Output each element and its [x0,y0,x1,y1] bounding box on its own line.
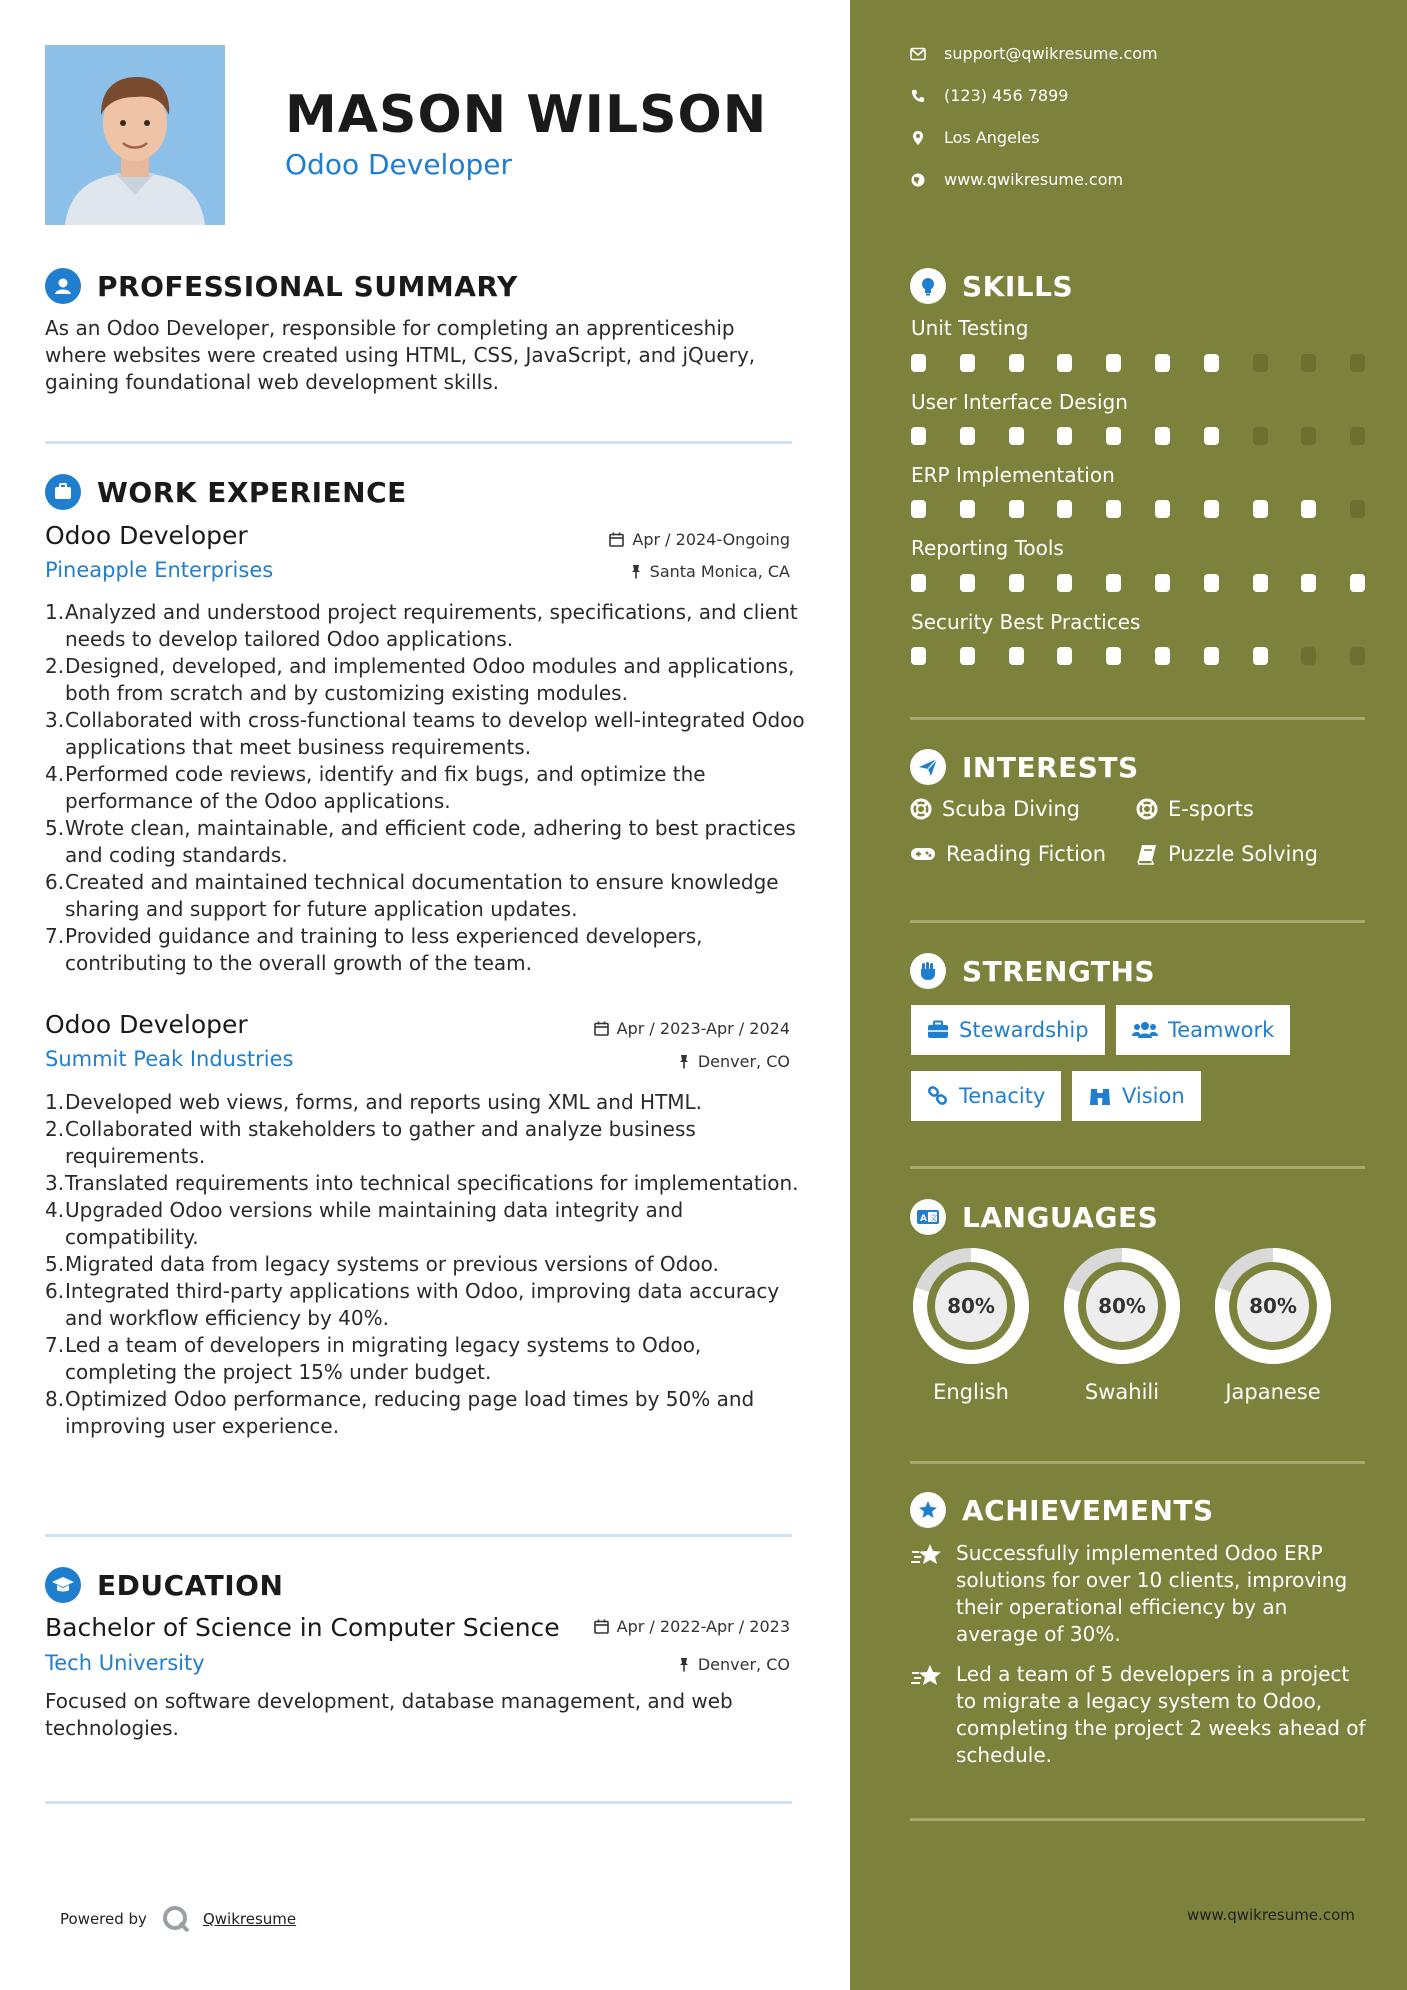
education-location-text: Denver, CO [697,1655,790,1674]
skill-rating [911,647,1361,665]
list-item: 7. Provided guidance and training to less experienced developers, contributing to the overall growth of the team. [45,924,703,975]
list-item: 2. Collaborated with stakeholders to gather and analyze business requirements. [45,1117,696,1168]
skill-dot [1301,354,1316,372]
job-location [678,1052,790,1071]
skills-title: SKILLS [962,269,1074,303]
strengths-title: STRENGTHS [962,954,1156,988]
list-item: 8. Optimized Odoo performance, reducing page load times by 50% and improving user experience. [45,1387,755,1438]
user-icon [45,268,81,304]
interests-header [910,749,1139,785]
skill-dot [1301,647,1316,665]
languages-title: LANGUAGES [962,1200,1159,1234]
skill-dot [1057,574,1072,592]
skill-dot [1253,427,1268,445]
graduation-cap-icon [45,1567,81,1603]
interest-item [1136,797,1254,821]
achievements-title: ACHIEVEMENTS [962,1493,1214,1527]
gamepad-icon [910,845,936,863]
contact-email-text: support@qwikresume.com [944,44,1158,63]
strengths-header [910,953,1155,989]
skill-name: ERP Implementation [911,463,1115,487]
book-icon [1136,843,1158,865]
skill-dot [1350,500,1365,518]
strength-tag [911,1005,1105,1055]
lightbulb-icon [910,268,946,304]
skill-dot [1009,647,1024,665]
star-icon [910,1542,944,1570]
skill-dot [1301,500,1316,518]
skill-name: User Interface Design [911,390,1128,414]
degree: Bachelor of Science in Computer Science [45,1613,560,1642]
skill-dot [1204,574,1219,592]
pin-icon [630,564,642,579]
strength-tag [1116,1005,1290,1055]
qwikresume-logo-icon [161,1904,191,1934]
list-item: 7. Led a team of developers in migrating legacy systems to Odoo, completing the project 15% under budget. [45,1333,702,1384]
candidate-role: Odoo Developer [285,148,512,181]
skill-dot [1106,647,1121,665]
language-name: Swahili [1084,1380,1160,1404]
language-gauge [910,1245,1032,1367]
skill-dot [1009,427,1024,445]
job-location [630,562,790,581]
skill-dot [1301,427,1316,445]
language-percent: 80% [947,1294,995,1318]
education-text: Focused on software development, database management, and web technologies. [45,1689,733,1740]
summary-text: As an Odoo Developer, responsible for completing an apprenticeship where websites were created using HTML, CSS, JavaScript, and jQuery, gaining foundational web development skills. [45,316,756,394]
svg-text:A: A [920,1214,927,1224]
contact-location [910,128,1040,147]
profile-photo [45,45,225,225]
job-date-text: Apr / 2023-Apr / 2024 [616,1019,790,1038]
skill-name: Reporting Tools [911,536,1064,560]
achievement-item [910,1540,1370,1648]
education-date-text: Apr / 2022-Apr / 2023 [616,1617,790,1636]
skill-dot [1106,427,1121,445]
interest-label: Scuba Diving [942,797,1080,821]
contact-website-text: www.qwikresume.com [944,170,1124,189]
language-percent: 80% [1249,1294,1297,1318]
skill-dot [1155,427,1170,445]
education-title: EDUCATION [97,1568,284,1602]
divider [910,717,1365,720]
job-location-text: Santa Monica, CA [649,562,790,581]
pin-icon [678,1657,690,1672]
powered-by-label: Powered by [60,1910,147,1928]
skills-header [910,268,1073,304]
skill-dot [960,647,975,665]
contact-location-text: Los Angeles [944,128,1040,147]
language-name: Japanese [1225,1380,1321,1404]
strength-label: Vision [1122,1084,1185,1108]
skill-dot [1057,647,1072,665]
interest-item [910,797,1080,821]
job-location-text: Denver, CO [697,1052,790,1071]
list-item: 6. Integrated third-party applications with Odoo, improving data accuracy and workflow efficiency by 40%. [45,1279,780,1330]
achievement-text: Led a team of 5 developers in a project to migrate a legacy system to Odoo, completing the project 2 weeks ahead of schedule. [956,1662,1366,1767]
list-item: 2. Designed, developed, and implemented Odoo modules and applications, both from scratch and by customizing existing modules. [45,654,795,705]
calendar-icon [609,532,624,547]
skill-dot [1301,574,1316,592]
envelope-icon [910,47,926,61]
divider [910,920,1365,923]
skill-dot [960,500,975,518]
fist-icon [910,953,946,989]
strength-tag [911,1071,1061,1121]
paper-plane-icon [910,749,946,785]
lifebuoy-icon [910,798,932,820]
skill-dot [1155,354,1170,372]
phone-icon [910,89,926,103]
achievement-item [910,1661,1370,1769]
skill-name: Security Best Practices [911,610,1141,634]
powered-by [60,1904,296,1934]
users-icon [1132,1020,1158,1040]
achievement-text: Successfully implemented Odoo ERP solutions for over 10 clients, improving their operational efficiency by an average of 30%. [956,1541,1348,1646]
candidate-name: MASON WILSON [285,85,768,145]
map-marker-icon [910,130,926,146]
list-item: 5. Migrated data from legacy systems or previous versions of Odoo. [45,1252,719,1276]
job-title: Odoo Developer [45,1010,248,1039]
list-item: 1. Analyzed and understood project requirements, specifications, and client needs to develop tailored Odoo applications. [45,600,798,651]
education-header [45,1567,283,1603]
strength-label: Stewardship [959,1018,1089,1042]
achievements-header [910,1492,1214,1528]
experience-title: WORK EXPERIENCE [97,475,407,509]
svg-text:文: 文 [929,1213,938,1223]
footer-website[interactable]: www.qwikresume.com [1187,1906,1355,1924]
strength-label: Teamwork [1168,1018,1275,1042]
calendar-icon [594,1619,609,1634]
pin-icon [678,1054,690,1069]
languages-header [910,1199,1158,1235]
skill-dot [1057,500,1072,518]
skill-dot [1057,427,1072,445]
list-item: 3. Translated requirements into technical specifications for implementation. [45,1171,799,1195]
school: Tech University [45,1651,205,1675]
skill-dot [1253,647,1268,665]
list-item: 4. Performed code reviews, identify and fix bugs, and optimize the performance of the Odoo applications. [45,762,706,813]
skill-dot [911,574,926,592]
job-date [609,530,790,549]
divider [45,441,792,444]
skill-dot [1350,647,1365,665]
skill-dot [1350,427,1365,445]
language-name: English [933,1380,1009,1404]
skill-dot [911,427,926,445]
skill-dot [960,574,975,592]
strength-tag [1072,1071,1201,1121]
job-date-text: Apr / 2024-Ongoing [632,530,790,549]
list-item: 1. Developed web views, forms, and reports using XML and HTML. [45,1090,703,1114]
skill-dot [1106,354,1121,372]
skill-dot [1155,647,1170,665]
skill-dot [960,354,975,372]
interest-label: Puzzle Solving [1168,842,1318,866]
summary-title: PROFESSIONAL SUMMARY [97,269,518,303]
star-badge-icon [910,1492,946,1528]
globe-icon [910,172,926,188]
education-date [594,1617,790,1636]
skill-dot [1155,500,1170,518]
job-bullets [45,599,805,977]
calendar-icon [594,1021,609,1036]
skill-dot [1350,574,1365,592]
interest-item [1136,842,1318,866]
contact-website[interactable] [910,170,1123,189]
skill-dot [911,647,926,665]
skill-dot [911,354,926,372]
job-date [594,1019,790,1038]
interest-item [910,842,1106,866]
skill-dot [1204,647,1219,665]
skill-dot [1204,354,1219,372]
skill-rating [911,500,1361,518]
skill-dot [1057,354,1072,372]
language-gauge [1061,1245,1183,1367]
interest-label: Reading Fiction [946,842,1107,866]
skill-dot [1106,574,1121,592]
skill-dot [1350,354,1365,372]
list-item: 4. Upgraded Odoo versions while maintaining data integrity and compatibility. [45,1198,684,1249]
list-item: 5. Wrote clean, maintainable, and efficient code, adhering to best practices and coding standards. [45,816,796,867]
skill-rating [911,427,1361,445]
education-location [678,1655,790,1674]
divider [910,1818,1365,1821]
language-gauge [1212,1245,1334,1367]
job-bullets [45,1089,805,1440]
job-company: Summit Peak Industries [45,1047,294,1071]
skill-dot [1204,427,1219,445]
briefcase-icon [927,1020,949,1040]
divider [45,1534,792,1537]
skill-rating [911,354,1361,372]
link-icon [927,1085,949,1107]
interests-title: INTERESTS [962,750,1139,784]
strength-label: Tenacity [959,1084,1046,1108]
binoculars-icon [1088,1085,1112,1107]
skill-dot [1253,500,1268,518]
skill-dot [1106,500,1121,518]
job-company: Pineapple Enterprises [45,558,274,582]
contact-email[interactable] [910,44,1158,63]
skill-name: Unit Testing [911,316,1029,340]
skill-rating [911,574,1361,592]
contact-phone-text: (123) 456 7899 [944,86,1069,105]
star-icon [910,1663,944,1691]
experience-header [45,474,407,510]
summary-header [45,268,518,304]
divider [45,1801,792,1804]
list-item: 3. Collaborated with cross-functional teams to develop well-integrated Odoo applications that meet business requirements. [45,708,805,759]
skill-dot [1155,574,1170,592]
skill-dot [911,500,926,518]
divider [910,1461,1365,1464]
skill-dot [1253,354,1268,372]
divider [910,1166,1365,1169]
interest-label: E-sports [1168,797,1254,821]
skill-dot [1009,500,1024,518]
skill-dot [1204,500,1219,518]
contact-phone[interactable] [910,86,1068,105]
skill-dot [960,427,975,445]
language-percent: 80% [1098,1294,1146,1318]
job-title: Odoo Developer [45,521,248,550]
skill-dot [1253,574,1268,592]
translate-icon [910,1199,946,1235]
briefcase-icon [45,474,81,510]
brand-link[interactable]: Qwikresume [202,1910,297,1928]
skill-dot [1009,354,1024,372]
skill-dot [1009,574,1024,592]
lifebuoy-icon [1136,798,1158,820]
list-item: 6. Created and maintained technical documentation to ensure knowledge sharing and support for future application updates. [45,870,779,921]
